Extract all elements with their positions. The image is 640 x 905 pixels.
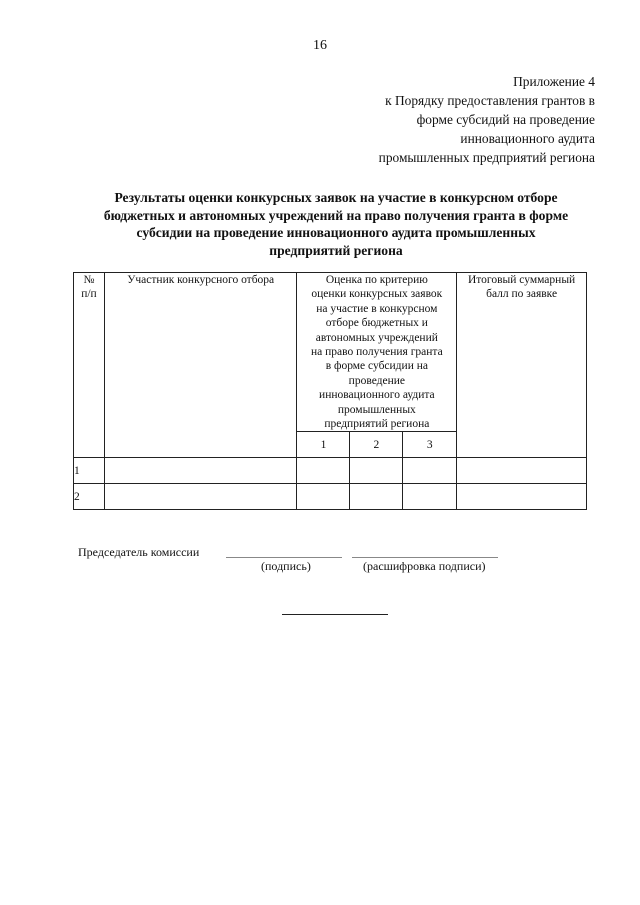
- cell-criterion-3[interactable]: [403, 484, 457, 510]
- footer-divider: [282, 614, 388, 615]
- subheader-criterion-3: 3: [403, 432, 457, 458]
- cell-criterion-3[interactable]: [403, 458, 457, 484]
- title-line: предприятий региона: [269, 242, 403, 258]
- appendix-line: форме субсидий на проведение: [416, 112, 595, 127]
- subheader-criterion-2: 2: [350, 432, 403, 458]
- appendix-line: Приложение 4: [513, 74, 595, 89]
- signature-caption: (подпись): [261, 559, 311, 573]
- signature-block: [78, 545, 578, 585]
- signature-line[interactable]: [226, 557, 342, 558]
- row-number: 2: [74, 484, 105, 510]
- cell-total[interactable]: [457, 484, 587, 510]
- header-criterion-text: Оценка по критерию оценки конкурсных заявок на участие в конкурсном отборе бюджетных и автономных учреждений на право получения гранта в форме субсидии на проведение инновационного аудита промышленных предприятий региона: [310, 274, 443, 431]
- table-header-row: [74, 273, 587, 432]
- cell-total[interactable]: [457, 458, 587, 484]
- appendix-line: промышленных предприятий региона: [378, 150, 595, 165]
- results-table: [73, 272, 587, 510]
- chairman-label: Председатель комиссии: [78, 545, 200, 559]
- appendix-header: [265, 72, 595, 167]
- header-total: [457, 273, 587, 458]
- header-total-text: Итоговый суммарный балл по заявке: [467, 274, 576, 301]
- table-row: [74, 484, 587, 510]
- header-participant-text: Участник конкурсного отбора: [127, 274, 275, 286]
- table-row: [74, 458, 587, 484]
- page-number: 16: [313, 38, 327, 53]
- header-participant: [104, 273, 297, 458]
- title-line: бюджетных и автономных учреждений на право получения гранта в форме: [103, 207, 569, 223]
- header-number: [74, 273, 105, 458]
- title-line: Результаты оценки конкурсных заявок на участие в конкурсном отборе: [114, 190, 558, 205]
- appendix-line: инновационного аудита: [460, 131, 595, 146]
- document-title: [68, 189, 604, 259]
- row-number: 1: [74, 458, 105, 484]
- cell-criterion-1[interactable]: [297, 458, 350, 484]
- cell-criterion-2[interactable]: [350, 484, 403, 510]
- cell-criterion-2[interactable]: [350, 458, 403, 484]
- header-criterion: [297, 273, 457, 432]
- signature-decode-line[interactable]: [352, 557, 498, 558]
- title-line: субсидии на проведение инновационного аудита промышленных: [136, 225, 536, 241]
- subheader-criterion-1: 1: [297, 432, 350, 458]
- header-number-text: № п/п: [81, 274, 97, 301]
- cell-participant[interactable]: [104, 484, 297, 510]
- cell-participant[interactable]: [104, 458, 297, 484]
- cell-criterion-1[interactable]: [297, 484, 350, 510]
- signature-decode-caption: (расшифровка подписи): [363, 559, 486, 573]
- appendix-line: к Порядку предоставления грантов в: [385, 93, 595, 108]
